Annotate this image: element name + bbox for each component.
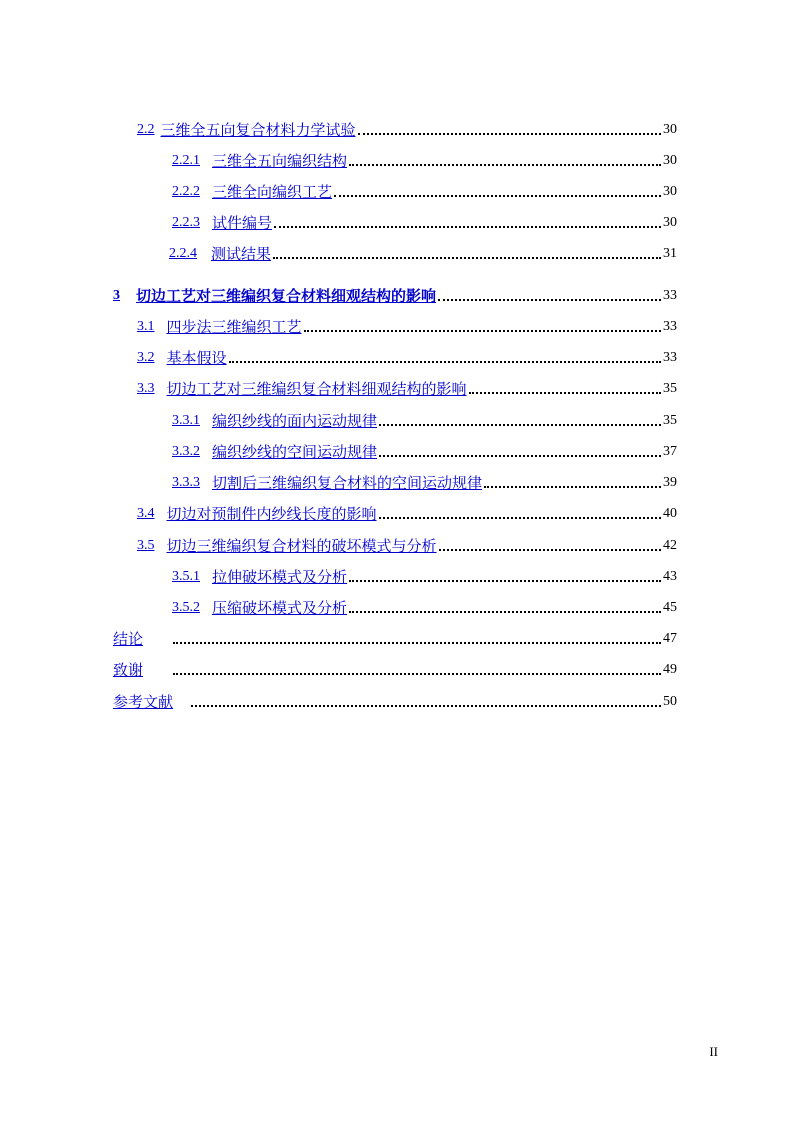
dot-leader: [273, 257, 661, 259]
dot-leader: [191, 705, 661, 707]
toc-title: 切边对预制件内纱线长度的影响: [166, 505, 377, 523]
toc-entry-2-2-3: [172, 210, 677, 232]
toc-number: 3.5.1: [172, 569, 200, 584]
toc-page-number: 37: [663, 444, 677, 459]
dot-leader: [229, 361, 661, 363]
toc-page-number: 42: [663, 538, 677, 553]
toc-entry-2-2-4: [169, 241, 677, 263]
dot-leader: [379, 517, 661, 519]
toc-title: 三维全向编织工艺: [212, 183, 333, 201]
toc-title: 编织纱线的面内运动规律: [212, 412, 378, 430]
toc-title: 编织纱线的空间运动规律: [212, 443, 378, 461]
toc-title: 基本假设: [166, 349, 227, 367]
toc-entry-3-1: [137, 314, 677, 336]
dot-leader: [349, 164, 661, 166]
toc-title: 拉伸破坏模式及分析: [212, 568, 348, 586]
page-number-footer: II: [709, 1044, 718, 1059]
toc-page-number: 47: [663, 631, 677, 646]
toc-title: 三维全五向复合材料力学试验: [160, 121, 356, 139]
toc-entry-2-2-1: [172, 148, 677, 170]
toc-number: 3.5: [137, 538, 155, 553]
toc-page-number: 30: [663, 122, 677, 137]
toc-title: 三维全五向编织结构: [212, 152, 348, 170]
toc-number: 2.2.2: [172, 184, 200, 199]
toc-page-number: 40: [663, 506, 677, 521]
toc-page-number: 33: [663, 350, 677, 365]
dot-leader: [274, 226, 661, 228]
toc-link-3-3-2[interactable]: [172, 443, 377, 461]
dot-leader: [484, 486, 661, 488]
toc-entry-3: [113, 283, 677, 305]
toc-link-2-2-3[interactable]: [172, 214, 272, 232]
toc-page-number: 39: [663, 475, 677, 490]
toc-title: 压缩破坏模式及分析: [212, 599, 348, 617]
toc-title: 结论: [113, 630, 144, 648]
toc-page-number: 30: [663, 184, 677, 199]
toc-title: 参考文献: [113, 693, 174, 711]
toc-link-references[interactable]: [113, 693, 173, 711]
toc-page-number: 45: [663, 600, 677, 615]
toc-entry-3-3-1: [172, 408, 677, 430]
toc-link-2-2-2[interactable]: [172, 183, 332, 201]
toc-number: 2.2.3: [172, 215, 200, 230]
toc-link-3-5-2[interactable]: [172, 599, 347, 617]
toc-entry-3-5-1: [172, 564, 677, 586]
toc-link-3-2[interactable]: [137, 349, 227, 367]
toc-number: 3.3.1: [172, 413, 200, 428]
toc-number: 3.2: [137, 350, 155, 365]
toc-number: 3.4: [137, 506, 155, 521]
toc-number: 3.3.3: [172, 475, 200, 490]
toc-entry-3-2: [137, 345, 677, 367]
toc-page-number: 33: [663, 288, 677, 303]
dot-leader: [469, 392, 661, 394]
toc-number: 2.2.4: [169, 246, 197, 261]
toc-number: 3.3.2: [172, 444, 200, 459]
toc-entry-references: [113, 689, 677, 711]
toc-link-2-2[interactable]: [137, 121, 356, 139]
toc-link-3-5[interactable]: [137, 537, 437, 555]
dot-leader: [304, 330, 661, 332]
toc-link-3-5-1[interactable]: [172, 568, 347, 586]
toc-entry-conclusion: [113, 626, 677, 648]
toc-page-number: 30: [663, 153, 677, 168]
toc-entry-3-3-2: [172, 439, 677, 461]
dot-leader: [349, 580, 661, 582]
toc-entry-3-3-3: [172, 470, 677, 492]
dot-leader: [334, 195, 661, 197]
toc-title: 试件编号: [212, 214, 273, 232]
toc-link-2-2-1[interactable]: [172, 152, 347, 170]
toc-entry-3-5-2: [172, 595, 677, 617]
toc-link-2-2-4[interactable]: [169, 245, 271, 263]
dot-leader: [358, 133, 661, 135]
dot-leader: [439, 549, 661, 551]
toc-page-number: 35: [663, 381, 677, 396]
toc-link-3-3-1[interactable]: [172, 412, 377, 430]
toc-link-3-3-3[interactable]: [172, 474, 482, 492]
toc-title: 致谢: [113, 661, 144, 679]
dot-leader: [379, 455, 661, 457]
dot-leader: [379, 424, 661, 426]
toc-link-3-1[interactable]: [137, 318, 302, 336]
toc-number: 2.2.1: [172, 153, 200, 168]
toc-entry-2-2-2: [172, 179, 677, 201]
toc-link-3-3[interactable]: [137, 380, 467, 398]
toc-title: 四步法三维编织工艺: [166, 318, 302, 336]
toc-entry-2-2: [137, 117, 677, 139]
toc-page-number: 31: [663, 246, 677, 261]
dot-leader: [349, 611, 661, 613]
dot-leader: [173, 673, 661, 675]
toc-page-number: 33: [663, 319, 677, 334]
dot-leader: [173, 642, 661, 644]
toc-link-chapter-3[interactable]: [113, 287, 436, 305]
toc-entry-3-4: [137, 501, 677, 523]
toc-title: 测试结果: [211, 245, 272, 263]
toc-page-number: 50: [663, 694, 677, 709]
toc-number: 3.5.2: [172, 600, 200, 615]
toc-entry-3-5: [137, 533, 677, 555]
toc-number: 3: [113, 288, 120, 303]
toc-link-acknowledgements[interactable]: [113, 661, 143, 679]
toc-title: 切边工艺对三维编织复合材料细观结构的影响: [136, 287, 437, 305]
toc-page-number: 30: [663, 215, 677, 230]
toc-link-3-4[interactable]: [137, 505, 377, 523]
toc-entry-acknowledgements: [113, 657, 677, 679]
toc-title: 切边工艺对三维编织复合材料细观结构的影响: [166, 380, 467, 398]
toc-title: 切边三维编织复合材料的破坏模式与分析: [166, 537, 437, 555]
dot-leader: [438, 299, 661, 301]
toc-number: 3.3: [137, 381, 155, 396]
toc-page-number: 49: [663, 662, 677, 677]
toc-number: 3.1: [137, 319, 155, 334]
toc-entry-3-3: [137, 376, 677, 398]
toc-page-number: 43: [663, 569, 677, 584]
toc-title: 切割后三维编织复合材料的空间运动规律: [212, 474, 483, 492]
toc-page-number: 35: [663, 413, 677, 428]
toc-link-conclusion[interactable]: [113, 630, 143, 648]
toc-number: 2.2: [137, 122, 155, 137]
